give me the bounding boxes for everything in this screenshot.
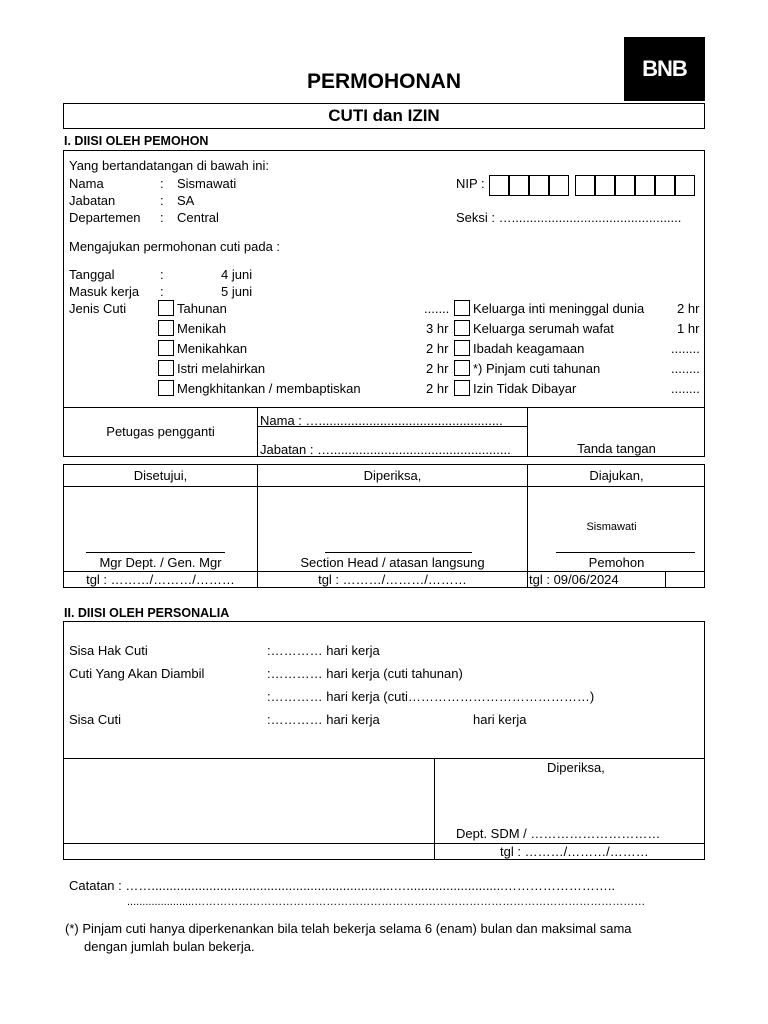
leave-checkbox-izin-tidak-dibayar[interactable] [454, 380, 470, 396]
signature-line [86, 552, 225, 553]
divider [434, 758, 435, 860]
nip-digit-box[interactable] [549, 175, 569, 196]
footnote-line-2: dengan jumlah bulan bekerja. [84, 939, 255, 954]
nip-digit-box[interactable] [489, 175, 509, 196]
section1-heading: I. DIISI OLEH PEMOHON [64, 134, 209, 148]
leave-checkbox-menikah[interactable] [158, 320, 174, 336]
page-title: PERMOHONAN [306, 70, 461, 93]
section2-box [63, 621, 705, 860]
company-logo: BNB [624, 37, 705, 101]
colon: : [160, 193, 164, 208]
nip-digit-box[interactable] [529, 175, 549, 196]
nip-digit-box[interactable] [595, 175, 615, 196]
leave-label: Ibadah keagamaan [473, 341, 585, 356]
leave-label: Keluarga serumah wafat [473, 321, 614, 336]
divider [63, 758, 705, 759]
catatan-line-2[interactable]: ......................…………………………………………………………………………………………………………… [127, 896, 646, 908]
tanggal-value[interactable]: 4 juni [221, 267, 253, 282]
section-head-label: Section Head / atasan langsung [300, 555, 485, 570]
leave-label: Mengkhitankan / membaptiskan [177, 381, 361, 396]
sisa-cuti-label: Sisa Cuti [69, 712, 122, 727]
cuti-diambil-value-other[interactable]: :………… hari kerja (cuti……………………………………) [267, 689, 595, 704]
nama-label: Nama [69, 176, 104, 191]
leave-checkbox-istri-melahirkan[interactable] [158, 360, 174, 376]
dept-sdm-field[interactable]: Dept. SDM / ………………………… [456, 826, 661, 841]
nip-label: NIP : [456, 176, 485, 191]
diperiksa-label: Diperiksa, [363, 468, 422, 483]
seksi-field[interactable]: Seksi : …............................................... [456, 210, 682, 225]
intro-text: Yang bertandatangan di bawah ini: [69, 158, 269, 173]
leave-duration: 2 hr [426, 361, 449, 376]
nip-digit-box[interactable] [655, 175, 675, 196]
divider [257, 407, 258, 457]
sisa-hak-cuti-label: Sisa Hak Cuti [69, 643, 148, 658]
nip-digit-box[interactable] [675, 175, 695, 196]
divider [257, 426, 527, 427]
leave-label: Keluarga inti meninggal dunia [473, 301, 645, 316]
divider [63, 407, 705, 408]
request-text: Mengajukan permohonan cuti pada : [69, 239, 281, 254]
cuti-diambil-value[interactable]: :………… hari kerja (cuti tahunan) [267, 666, 463, 681]
divider [665, 571, 666, 588]
tanggal-label: Tanggal [69, 267, 115, 282]
colon: : [160, 284, 164, 299]
sisa-hak-cuti-value[interactable]: :………… hari kerja [267, 643, 380, 658]
leave-label: *) Pinjam cuti tahunan [473, 361, 601, 376]
section2-heading: II. DIISI OLEH PERSONALIA [64, 606, 230, 620]
leave-checkbox-pinjam-cuti[interactable] [454, 360, 470, 376]
masuk-kerja-value[interactable]: 5 juni [221, 284, 253, 299]
masuk-kerja-label: Masuk kerja [69, 284, 140, 299]
sdm-tgl-field[interactable]: tgl : ………/………/……… [500, 844, 649, 859]
leave-duration: 1 hr [677, 321, 700, 336]
divider [63, 486, 705, 487]
pemohon-label: Pemohon [588, 555, 645, 570]
sdm-diperiksa-label: Diperiksa, [547, 760, 605, 775]
departemen-value[interactable]: Central [177, 210, 219, 225]
departemen-label: Departemen [69, 210, 141, 225]
petugas-nama-field[interactable]: Nama : …................................................... [260, 413, 503, 428]
leave-checkbox-ibadah[interactable] [454, 340, 470, 356]
leave-duration: ........ [671, 361, 700, 376]
jabatan-value[interactable]: SA [177, 193, 195, 208]
signature-line [325, 552, 472, 553]
nip-digit-box[interactable] [635, 175, 655, 196]
colon: : [160, 176, 164, 191]
sisa-cuti-extra: hari kerja [473, 712, 527, 727]
page-subtitle: CUTI dan IZIN [328, 106, 440, 125]
jenis-cuti-label: Jenis Cuti [69, 301, 127, 316]
leave-checkbox-mengkhitankan[interactable] [158, 380, 174, 396]
nip-digit-box[interactable] [509, 175, 529, 196]
petugas-pengganti-label: Petugas pengganti [106, 424, 215, 439]
nama-value[interactable]: Sismawati [177, 176, 237, 191]
leave-duration: 2 hr [677, 301, 700, 316]
tgl-diajukan[interactable]: tgl : 09/06/2024 [529, 572, 619, 587]
leave-duration: ........ [671, 381, 700, 396]
nip-digit-box[interactable] [615, 175, 635, 196]
leave-checkbox-menikahkan[interactable] [158, 340, 174, 356]
disetujui-label: Disetujui, [133, 468, 188, 483]
leave-checkbox-keluarga-inti[interactable] [454, 300, 470, 316]
leave-duration: 3 hr [426, 321, 449, 336]
signature-line [556, 552, 695, 553]
tgl-disetujui[interactable]: tgl : ………/………/……… [86, 572, 235, 587]
cuti-diambil-label: Cuti Yang Akan Diambil [69, 666, 205, 681]
tanda-tangan-label: Tanda tangan [577, 441, 656, 456]
footnote-line-1: (*) Pinjam cuti hanya diperkenankan bila telah bekerja selama 6 (enam) bulan dan maksimal sama [65, 921, 632, 936]
leave-checkbox-tahunan[interactable] [158, 300, 174, 316]
leave-label: Izin Tidak Dibayar [473, 381, 577, 396]
leave-checkbox-keluarga-serumah[interactable] [454, 320, 470, 336]
colon: : [160, 210, 164, 225]
tgl-diperiksa[interactable]: tgl : ………/………/……… [318, 572, 467, 587]
leave-label: Istri melahirkan [177, 361, 266, 376]
signer-name: Sismawati [586, 521, 637, 533]
jabatan-label: Jabatan [69, 193, 116, 208]
subtitle-box [63, 103, 705, 129]
leave-duration: 2 hr [426, 381, 449, 396]
catatan-line[interactable]: Catatan : ……...................................................................…...........................…………………….. [69, 878, 616, 893]
leave-label: Menikahkan [177, 341, 248, 356]
petugas-jabatan-field[interactable]: Jabatan : ….................................................. [260, 442, 511, 457]
sisa-cuti-value[interactable]: :………… hari kerja [267, 712, 380, 727]
colon: : [160, 267, 164, 282]
leave-duration: ....... [424, 301, 450, 316]
leave-label: Menikah [177, 321, 227, 336]
leave-duration: 2 hr [426, 341, 449, 356]
leave-label: Tahunan [177, 301, 227, 316]
leave-duration: ........ [671, 341, 700, 356]
nip-digit-box[interactable] [575, 175, 595, 196]
mgr-label: Mgr Dept. / Gen. Mgr [99, 555, 222, 570]
diajukan-label: Diajukan, [589, 468, 644, 483]
